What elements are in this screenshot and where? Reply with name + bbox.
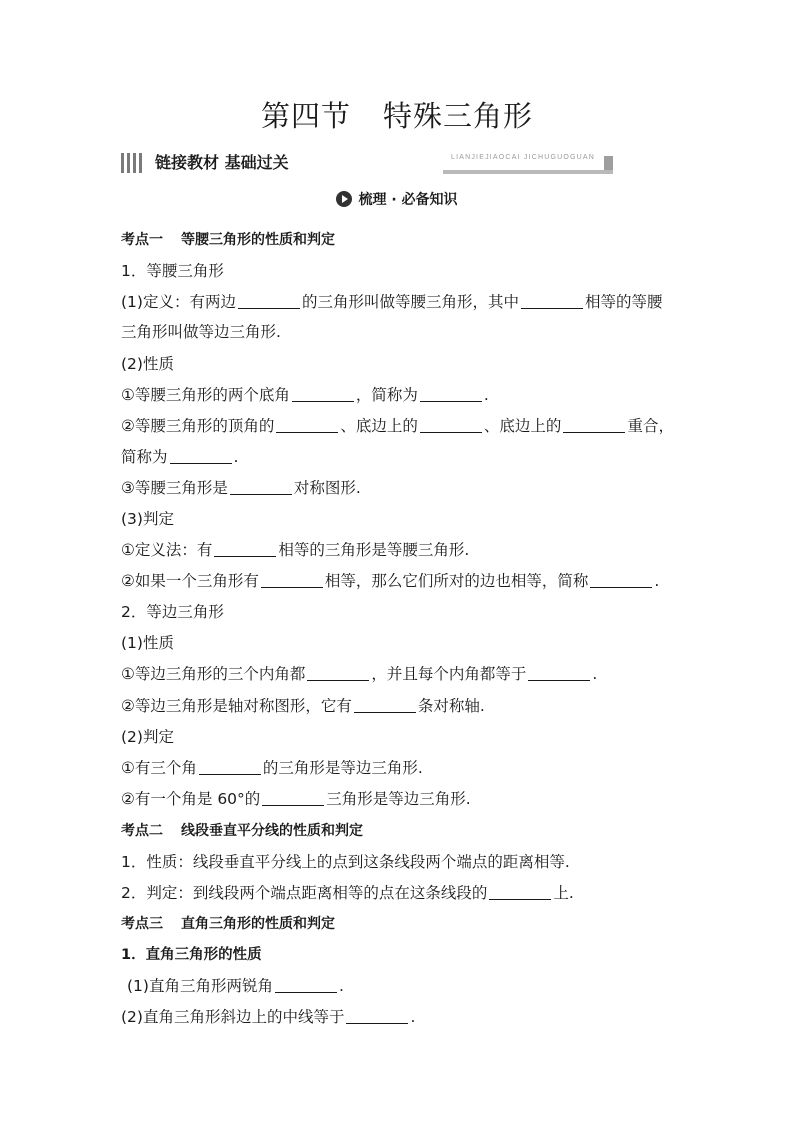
- page-title: [0, 94, 794, 135]
- banner-pinyin: LIANJIEJIAOCAI JICHUGUOGUAN: [451, 154, 596, 161]
- text: (1)定义：有两边: [121, 293, 236, 311]
- property-line-1: [121, 664, 597, 684]
- property-line-2-cont: [121, 447, 238, 467]
- kaodian-title: 线段垂直平分线的性质和判定: [181, 823, 363, 839]
- kaodian-3-section-title: 1．直角三角形的性质: [121, 947, 262, 963]
- text: .: [592, 665, 598, 683]
- banner-bars-icon: [121, 153, 151, 173]
- kaodian-2-property: 1．性质：线段垂直平分线上的点到这条线段两个端点的距离相等.: [121, 853, 570, 871]
- kaodian-title: 直角三角形的性质和判定: [181, 916, 335, 932]
- text: .: [410, 1008, 416, 1026]
- text: 相等的等腰: [584, 293, 663, 311]
- text: 的三角形叫做等腰三角形，其中: [301, 293, 519, 311]
- text: .: [233, 448, 239, 466]
- text: ①定义法：有: [121, 541, 213, 559]
- subheading-text: 梳理 · 必备知识: [358, 192, 458, 208]
- kaodian-1-heading: [121, 230, 335, 250]
- judgement-line-2: [121, 571, 659, 591]
- property-line-3: [121, 478, 361, 498]
- text: 、底边上的: [483, 417, 562, 435]
- property-heading: (2)性质: [121, 355, 174, 373]
- text: ①等腰三角形的两个底角: [121, 386, 290, 404]
- definition-line: [121, 292, 663, 312]
- text: 、底边上的: [340, 417, 418, 435]
- answer-blank[interactable]: [170, 448, 232, 464]
- title-section-number: 第四节: [260, 99, 351, 133]
- text: 条对称轴.: [417, 697, 485, 715]
- text: ②等边三角形是轴对称图形，它有: [121, 697, 352, 715]
- answer-blank[interactable]: [307, 665, 369, 681]
- text: .: [338, 977, 344, 995]
- text: 三角形是等边三角形.: [326, 790, 471, 808]
- answer-blank[interactable]: [590, 572, 652, 588]
- kaodian-3-heading: [121, 914, 335, 934]
- answer-blank[interactable]: [214, 541, 276, 557]
- judgement-heading: (2)判定: [121, 728, 174, 746]
- text: .: [654, 572, 660, 590]
- answer-blank[interactable]: [521, 293, 583, 309]
- text: (2)直角三角形斜边上的中线等于: [121, 1008, 345, 1026]
- kaodian-2-judgement: [121, 883, 574, 903]
- text: 重合，: [627, 417, 674, 435]
- answer-blank[interactable]: [420, 417, 482, 433]
- section-banner: [121, 152, 613, 174]
- section-2-title: 2．等边三角形: [121, 603, 224, 621]
- text: 2．判定：到线段两个端点距离相等的点在这条线段的: [121, 884, 488, 902]
- judgement-line-1: [121, 758, 423, 778]
- play-icon: [336, 191, 352, 207]
- property-line-1: [121, 385, 489, 405]
- definition-line-cont: 三角形叫做等边三角形.: [121, 323, 281, 341]
- text: 相等，那么它们所对的边也相等，简称: [324, 572, 589, 590]
- title-topic: 特殊三角形: [383, 99, 534, 133]
- answer-blank[interactable]: [420, 386, 482, 402]
- text: 的三角形是等边三角形.: [262, 759, 423, 777]
- answer-blank[interactable]: [261, 572, 323, 588]
- answer-blank[interactable]: [563, 417, 625, 433]
- banner-label: 链接教材 基础过关: [155, 153, 289, 172]
- answer-blank[interactable]: [292, 386, 354, 402]
- text: ，并且每个内角都等于: [371, 665, 527, 683]
- section-1-title: 1．等腰三角形: [121, 262, 224, 280]
- text: ②有一个角是 60°的: [121, 790, 261, 808]
- text: (1)直角三角形两锐角: [127, 977, 273, 995]
- text: ③等腰三角形是: [121, 479, 228, 497]
- judgement-line-1: [121, 540, 469, 560]
- banner-rule: [443, 170, 613, 174]
- kaodian-title: 等腰三角形的性质和判定: [181, 232, 335, 248]
- text: 对称图形.: [293, 479, 361, 497]
- text: 上.: [553, 884, 574, 902]
- text: 相等的三角形是等腰三角形.: [278, 541, 470, 559]
- text: ②等腰三角形的顶角的: [121, 417, 275, 435]
- kaodian-number: 考点二: [121, 823, 163, 839]
- text: 简称为: [121, 448, 168, 466]
- answer-blank[interactable]: [238, 293, 300, 309]
- text: ，简称为: [355, 386, 418, 404]
- kaodian-3-line-2: [121, 1007, 415, 1027]
- kaodian-number: 考点一: [121, 232, 163, 248]
- subheading: [0, 189, 794, 209]
- property-heading: (1)性质: [121, 634, 174, 652]
- kaodian-2-heading: [121, 821, 363, 841]
- banner-end-block: [604, 156, 613, 170]
- text: ①等边三角形的三个内角都: [121, 665, 306, 683]
- judgement-heading: (3)判定: [121, 510, 174, 528]
- answer-blank[interactable]: [276, 417, 338, 433]
- text: ②如果一个三角形有: [121, 572, 259, 590]
- text: ①有三个角: [121, 759, 197, 777]
- answer-blank[interactable]: [528, 665, 590, 681]
- answer-blank[interactable]: [199, 759, 261, 775]
- judgement-line-2: [121, 789, 471, 809]
- answer-blank[interactable]: [346, 1008, 408, 1024]
- answer-blank[interactable]: [230, 479, 292, 495]
- kaodian-3-line-1: [127, 976, 344, 996]
- property-line-2: [121, 416, 674, 436]
- answer-blank[interactable]: [354, 697, 416, 713]
- answer-blank[interactable]: [275, 977, 337, 993]
- kaodian-number: 考点三: [121, 916, 163, 932]
- answer-blank[interactable]: [489, 884, 551, 900]
- text: .: [483, 386, 489, 404]
- answer-blank[interactable]: [262, 790, 324, 806]
- property-line-2: [121, 696, 485, 716]
